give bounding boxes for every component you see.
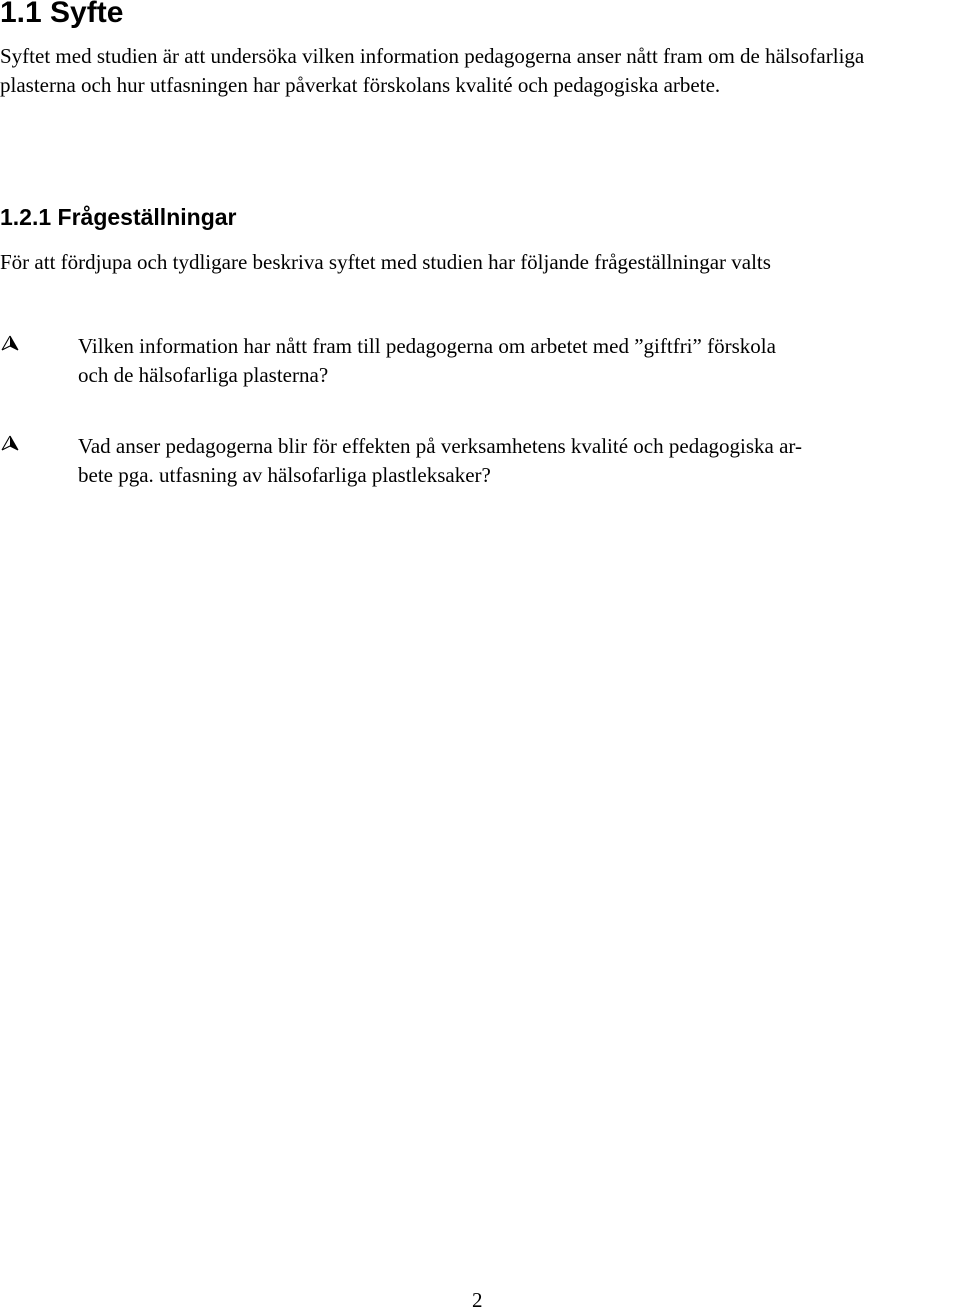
- subsection-heading: 1.2.1 Frågeställningar: [0, 204, 237, 230]
- section-heading: 1.1 Syfte: [0, 0, 124, 29]
- list-item: [0, 432, 960, 489]
- question-line: Vad anser pedagogerna blir för effekten på verksamhetens kvalité och pedagogiska ar-: [78, 434, 802, 458]
- subsection-lead: För att fördjupa och tydligare beskriva syftet med studien har följande frågeställningar valts: [0, 250, 771, 274]
- section-paragraph: Syftet med studien är att undersöka vilken information pedagogerna anser nått fram om de hälsofarliga plasterna och hur utfasningen har påverkat förskolans kvalité och pedagogiska arbete.: [0, 44, 865, 97]
- question-list: [0, 332, 960, 532]
- page-number: 2: [472, 1288, 483, 1312]
- list-item: [0, 332, 960, 389]
- arrowhead-bullet-icon: [0, 435, 22, 453]
- question-line: Vilken information har nått fram till pedagogerna om arbetet med ”giftfri” förskola: [78, 334, 776, 358]
- arrowhead-bullet-icon: [0, 335, 22, 353]
- question-line: och de hälsofarliga plasterna?: [78, 362, 329, 387]
- question-line: bete pga. utfasning av hälsofarliga plastleksaker?: [78, 462, 491, 487]
